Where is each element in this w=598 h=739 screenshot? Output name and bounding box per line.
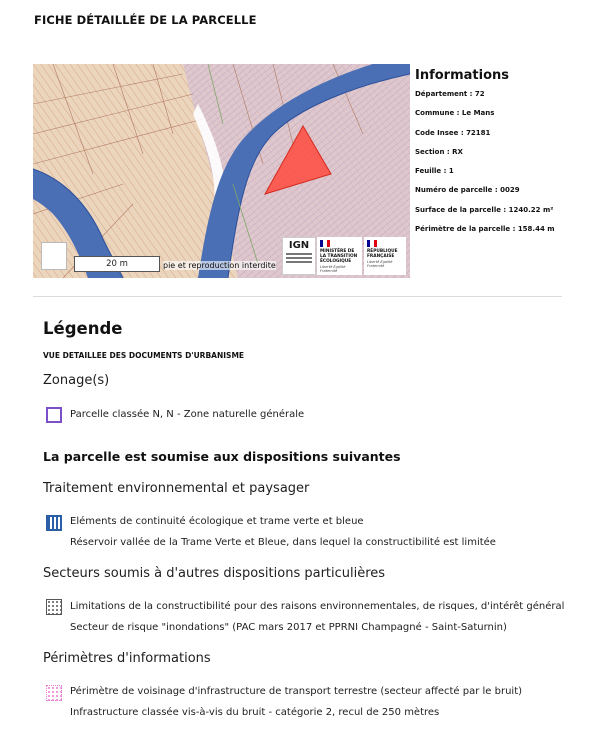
zonage-item: Parcelle classée N, N - Zone naturelle générale [70,409,305,420]
secteurs-line-2: Secteur de risque "inondations" (PAC mars 2017 et PPRNI Champagné - Saint-Saturnin) [70,622,507,633]
zonage-heading: Zonage(s) [43,373,110,388]
flag-icon [320,240,330,247]
risque-swatch-icon [46,599,62,615]
scale-bar: 20 m [74,256,160,272]
zone-n-swatch-icon [46,407,62,423]
perimetres-line-1: Périmètre de voisinage d'infrastructure de transport terrestre (secteur affecté par le bruit) [70,686,523,697]
secteurs-heading: Secteurs soumis à d'autres dispositions particulières [43,566,386,581]
bruit-swatch-icon [46,685,62,701]
traitement-line-1: Eléments de continuité écologique et trame verte et bleue [70,516,364,527]
traitement-line-2: Réservoir vallée de la Trame Verte et Bleue, dans lequel la constructibilité est limitée [70,537,496,548]
ign-logo [282,237,316,275]
ministry-logo [317,237,362,275]
perimetres-line-2: Infrastructure classée vis-à-vis du bruit - catégorie 2, recul de 250 mètres [70,707,440,718]
page-title: FICHE DÉTAILLÉE DE LA PARCELLE [34,13,257,27]
info-numero-parcelle: Numéro de parcelle : 0029 [415,186,520,195]
ministry-logo-text: MINISTÈRE DE LA TRANSITION ÉCOLOGIQUE [320,249,358,264]
flag-icon [367,240,377,247]
republic-logo [364,237,406,275]
ministry-logo-motto: Liberté Égalité Fraternité [320,265,346,273]
map-copyright: pie et reproduction interdite [163,261,276,270]
map-control[interactable] [41,242,67,270]
info-surface: Surface de la parcelle : 1240.22 m² [415,205,554,214]
info-commune: Commune : Le Mans [415,109,495,118]
info-feuille: Feuille : 1 [415,167,454,176]
info-departement: Département : 72 [415,90,485,98]
info-title: Informations [415,68,510,83]
info-code-insee: Code Insee : 72181 [415,128,491,137]
legend-subtitle: VUE DETAILLEE DES DOCUMENTS D'URBANISME [43,351,245,360]
republic-logo-text: RÉPUBLIQUE FRANÇAISE [367,249,398,259]
info-panel [415,68,595,244]
secteurs-line-1: Limitations de la constructibilité pour des raisons environnementales, de risques, d'intérêt général [70,601,565,612]
republic-logo-motto: Liberté Égalité Fraternité [367,260,393,268]
ign-logo-text: IGN [288,240,310,251]
legend-title: Légende [43,319,123,338]
traitement-heading: Traitement environnemental et paysager [43,481,310,496]
dispositions-heading: La parcelle est soumise aux dispositions suivantes [43,449,401,464]
divider [33,296,562,297]
info-section: Section : RX [415,147,463,156]
perimetres-heading: Périmètres d'informations [43,651,211,666]
trame-verte-bleue-swatch-icon [46,515,62,531]
info-perimetre: Périmètre de la parcelle : 158.44 m [415,225,555,234]
